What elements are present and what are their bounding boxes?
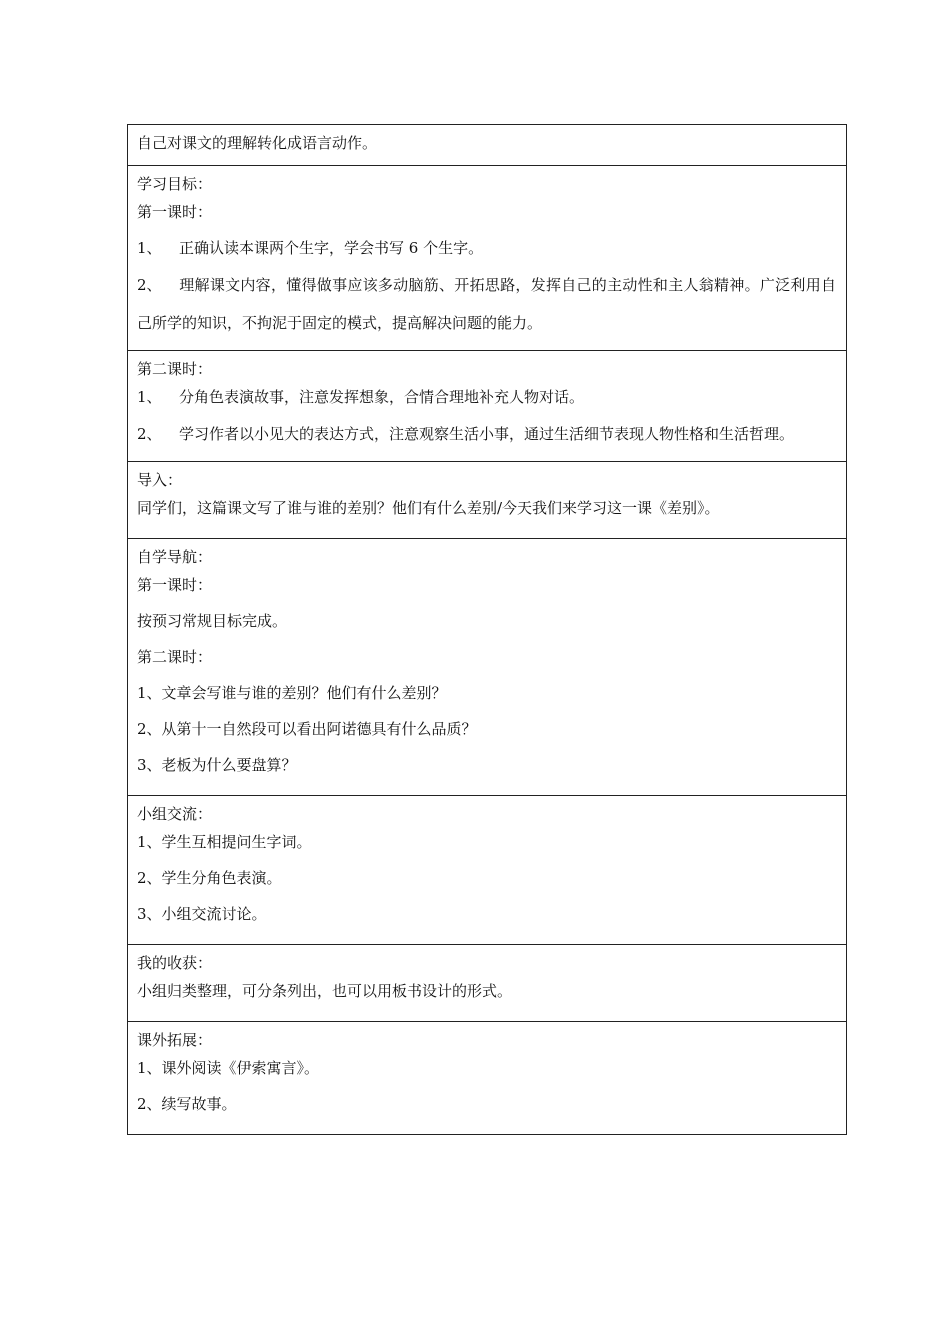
item-text: 分角色表演故事，注意发挥想象，合情合理地补充人物对话。: [179, 388, 585, 406]
text-line: 2、学生分角色表演。: [137, 869, 282, 887]
row-self-study-guide: [128, 538, 846, 795]
item-number: 2、: [137, 276, 162, 294]
item-number: 1、: [137, 239, 162, 257]
text-line: 同学们，这篇课文写了谁与谁的差别？他们有什么差别/今天我们来学习这一课《差别》。: [137, 499, 720, 517]
section-heading: 我的收获：: [137, 954, 213, 972]
section-heading: 学习目标：: [137, 175, 213, 193]
sub-heading: 第一课时：: [137, 203, 213, 221]
objective-item: [137, 383, 836, 419]
section-heading: 自学导航：: [137, 548, 213, 566]
lesson-plan-table: [127, 124, 847, 1135]
text-line: 2、续写故事。: [137, 1095, 237, 1113]
row-my-gains: [128, 944, 846, 1021]
item-number: 2、: [137, 425, 162, 443]
text-line: 按预习常规目标完成。: [137, 612, 288, 630]
section-heading: 第二课时：: [137, 360, 213, 378]
row-second-lesson-objectives: [128, 350, 846, 461]
item-text: 理解课文内容，懂得做事应该多动脑筋、开拓思路，发挥自己的主动性和主人翁精神。广泛利用自己所学的知识，不拘泥于固定的模式，提高解决问题的能力。: [137, 276, 836, 332]
text-line: 1、文章会写谁与谁的差别？他们有什么差别？: [137, 684, 447, 702]
item-number: 1、: [137, 388, 162, 406]
objective-item: [137, 266, 836, 342]
text-line: 3、老板为什么要盘算？: [137, 756, 297, 774]
section-heading: 小组交流：: [137, 805, 213, 823]
row-introduction: [128, 461, 846, 538]
text-line: 1、课外阅读《伊索寓言》。: [137, 1059, 320, 1077]
row-intro-continuation: [128, 125, 846, 165]
objective-item: [137, 415, 836, 453]
text-line: 第一课时：: [137, 576, 213, 594]
row-learning-objectives: [128, 165, 846, 350]
objective-item: [137, 234, 836, 270]
row-group-exchange: [128, 795, 846, 944]
text-line: 1、学生互相提问生字词。: [137, 833, 312, 851]
text-line: 2、从第十一自然段可以看出阿诺德具有什么品质？: [137, 720, 477, 738]
text-line: 第二课时：: [137, 648, 213, 666]
row-extension: [128, 1021, 846, 1134]
item-text: 学习作者以小见大的表达方式，注意观察生活小事，通过生活细节表现人物性格和生活哲理。: [179, 425, 795, 443]
text-line: 小组归类整理，可分条列出，也可以用板书设计的形式。: [137, 982, 513, 1000]
section-heading: 课外拓展：: [137, 1031, 213, 1049]
section-heading: 导入：: [137, 471, 183, 489]
item-text: 正确认读本课两个生字，学会书写 6 个生字。: [179, 239, 484, 257]
text-line: 3、小组交流讨论。: [137, 905, 267, 923]
text-line: 自己对课文的理解转化成语言动作。: [137, 134, 378, 152]
